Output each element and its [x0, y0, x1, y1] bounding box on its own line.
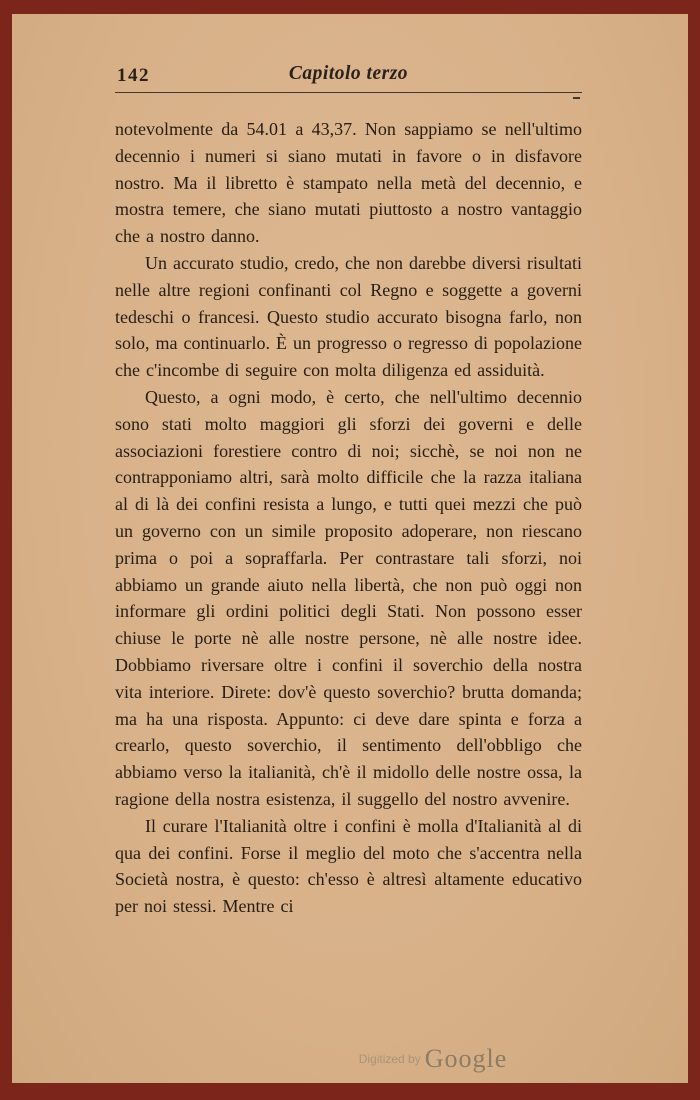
paragraph: notevolmente da 54.01 a 43,37. Non sappiamo se nell'ultimo decennio i numeri si siano mutati in favore o in disfavore nostro. Ma il libretto è stampato nella metà del decennio, e mostra temere, che siano mutati piuttosto a nostro vantaggio che a nostro danno. — [115, 119, 582, 247]
paragraph: Un accurato studio, credo, che non darebbe diversi risultati nelle altre regioni confinanti col Regno e soggette a governi tedeschi o francesi. Questo studio accurato bisogna farlo, non solo, ma continuarlo. È un progresso o regresso di popolazione che c'incombe di seguire con molta diligenza ed assiduità. — [115, 252, 582, 381]
page-number: 142 — [117, 65, 150, 86]
header-rule-tick — [573, 97, 580, 99]
digitized-by-label: Digitized by — [358, 1052, 421, 1066]
body-text — [115, 116, 582, 920]
digitized-watermark — [166, 1044, 700, 1074]
paragraph: Il curare l'Italianità oltre i confini è molla d'Italianità al di qua dei confini. Forse il meglio del moto che s'accentra nella Società nostra, è questo: ch'esso è altresì altamente educativo per noi stessi. Mentre ci — [115, 815, 582, 917]
chapter-title: Capitolo terzo — [288, 63, 409, 84]
page-header — [115, 63, 582, 89]
paragraph: Questo, a ogni modo, è certo, che nell'ultimo decennio sono stati molto maggiori gli sforzi dei governi e delle associazioni forestiere contro di noi; sicchè, se noi non ne contrapponiamo altri, sarà molto difficile che la razza italiana al di là dei confini resista a lungo, e tutti quei mezzi che può un governo con un simile proposito adoperare, non riescano prima o poi a sopraffarla. Per contrastare tali sforzi, noi abbiamo un grande aiuto nella libertà, che non può oggi non informare gli ordini politici degli Stati. Non possono esser chiuse le porte nè alle nostre persone, nè alle nostre idee. Dobbiamo riversare oltre i confini il soverchio della nostra vita interiore. Direte: dov'è questo soverchio? brutta domanda; ma ha una risposta. Appunto: ci deve dare spinta e forza a crearlo, questo soverchio, il sentimento dell'obbligo che abbiamo verso la italianità, ch'è il midollo delle nostre ossa, la ragione della nostra esistenza, il suggello del nostro avvenire. — [115, 386, 582, 809]
google-logo: Google — [424, 1044, 508, 1073]
header-rule — [115, 92, 582, 93]
